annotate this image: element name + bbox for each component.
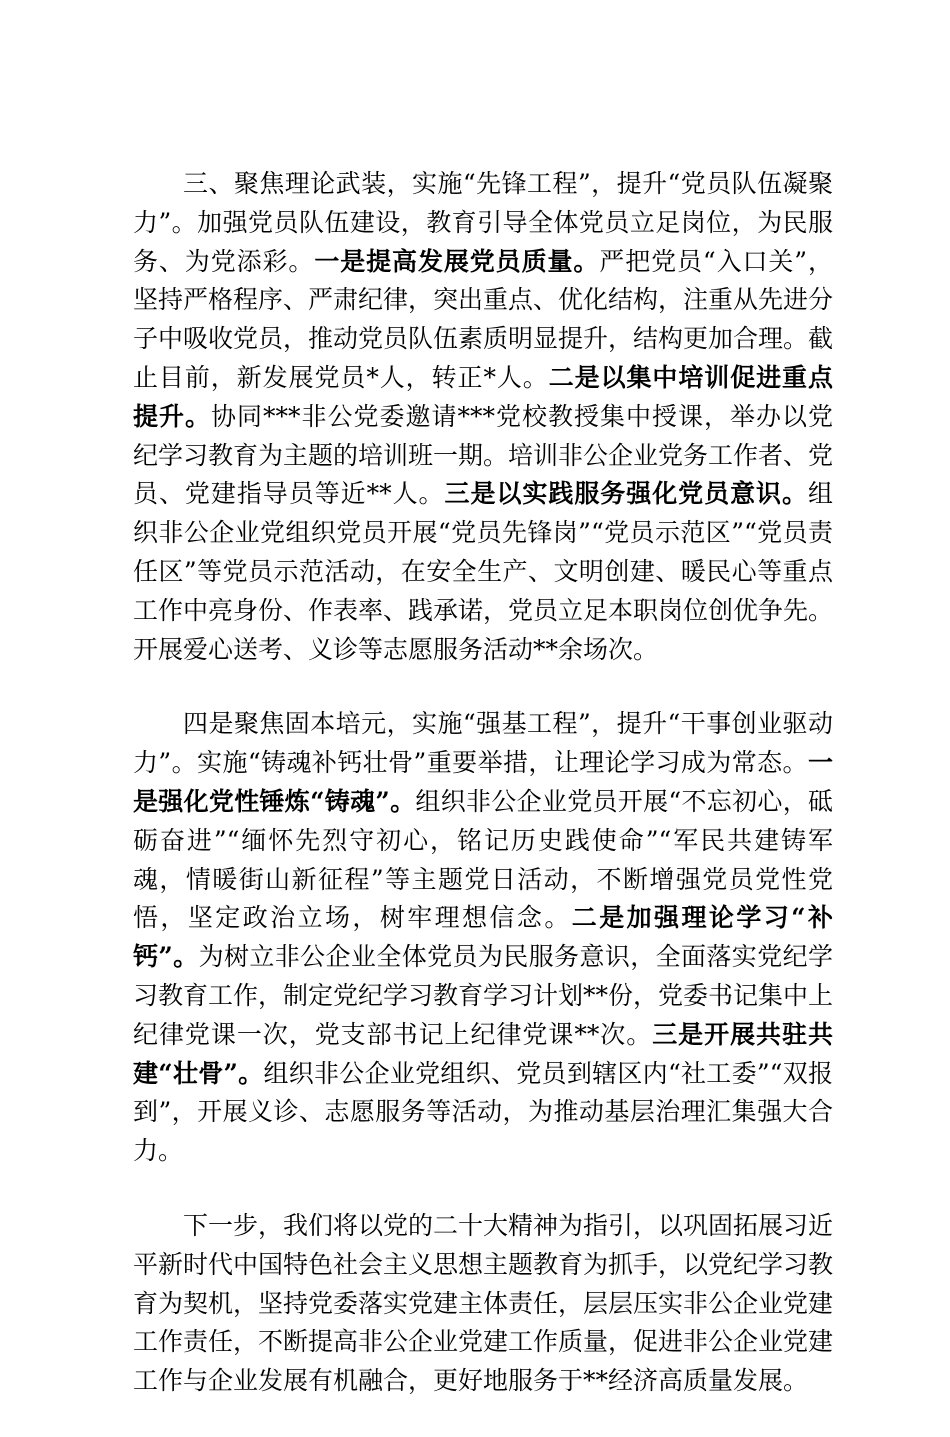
paragraph-text: 三、聚焦理论武装，实施“先锋工程”，提升“党员队伍凝聚力”。加强党员队伍建设，教育引导全体党员立足岗位，为民服务、为党添彩。 [133, 169, 833, 276]
paragraph-text: 严把党员“入口关”，坚持严格程序、严肃纪律，突出重点、优化结构，注重从先进分子中吸收党员，推动党员队伍素质明显提升，结构更加合理。截止目前，新发展党员*人，转正*人。 [133, 246, 834, 392]
paragraph-text: 下一步，我们将以党的二十大精神为指引，以巩固拓展习近平新时代中国特色社会主义思想主题教育为抓手，以党纪学习教育为契机，坚持党委落实党建主体责任，层层压实非公企业党建工作责任，不断提高非公企业党建工作质量，促进非公企业党建工作与企业发展有机融合，更好地服务于**经济高质量发展。 [133, 1210, 834, 1396]
paragraph-text: 组织非公企业党组织党员开展“党员先锋岗”“党员示范区”“党员责任区”等党员示范活动，在安全生产、文明创建、暖民心等重点工作中亮身份、作表率、践承诺，党员立足本职岗位创优争先。开展爱心送考、义诊等志愿服务活动**余场次。 [133, 479, 834, 664]
bold-heading: 一是强化党性锤炼“铸魂”。 [133, 748, 833, 816]
bold-heading: 三是以实践服务强化党员意识。 [444, 479, 808, 509]
bold-heading: 一是提高发展党员质量。 [314, 246, 600, 276]
document-body [133, 165, 833, 1437]
paragraph-text: 四是聚焦固本培元，实施“强基工程”，提升“干事创业驱动力”。实施“铸魂补钙壮骨”重要举措，让理论学习成为常态。 [133, 709, 833, 778]
paragraph-text: 组织非公企业党组织、党员到辖区内“社工委”“双报到”，开展义诊、志愿服务等活动，为推动基层治理汇集强大合力。 [133, 1058, 833, 1166]
paragraph-next-steps [133, 1207, 833, 1401]
paragraph-section-four [133, 705, 833, 1171]
bold-heading: 三是开展共驻共建“壮骨”。 [133, 1019, 833, 1088]
bold-heading: 二是加强理论学习“补钙”。 [133, 903, 833, 972]
paragraph-section-three [133, 165, 833, 669]
paragraph-text: 组织非公企业党员开展“不忘初心，砥砺奋进”“缅怀先烈守初心，铭记历史践使命”“军民共建铸军魂，情暖街山新征程”等主题党日活动，不断增强党员党性党悟，坚定政治立场，树牢理想信念。 [133, 786, 833, 933]
bold-heading: 二是以集中培训促进重点提升。 [133, 362, 833, 431]
paragraph-text: 为树立非公企业全体党员为民服务意识，全面落实党纪学习教育工作，制定党纪学习教育学习计划**份，党委书记集中上纪律党课一次，党支部书记上纪律党课**次。 [133, 942, 834, 1049]
paragraph-text: 协同***非公党委邀请***党校教授集中授课，举办以党纪学习教育为主题的培训班一期。培训非公企业党务工作者、党员、党建指导员等近**人。 [133, 401, 834, 509]
